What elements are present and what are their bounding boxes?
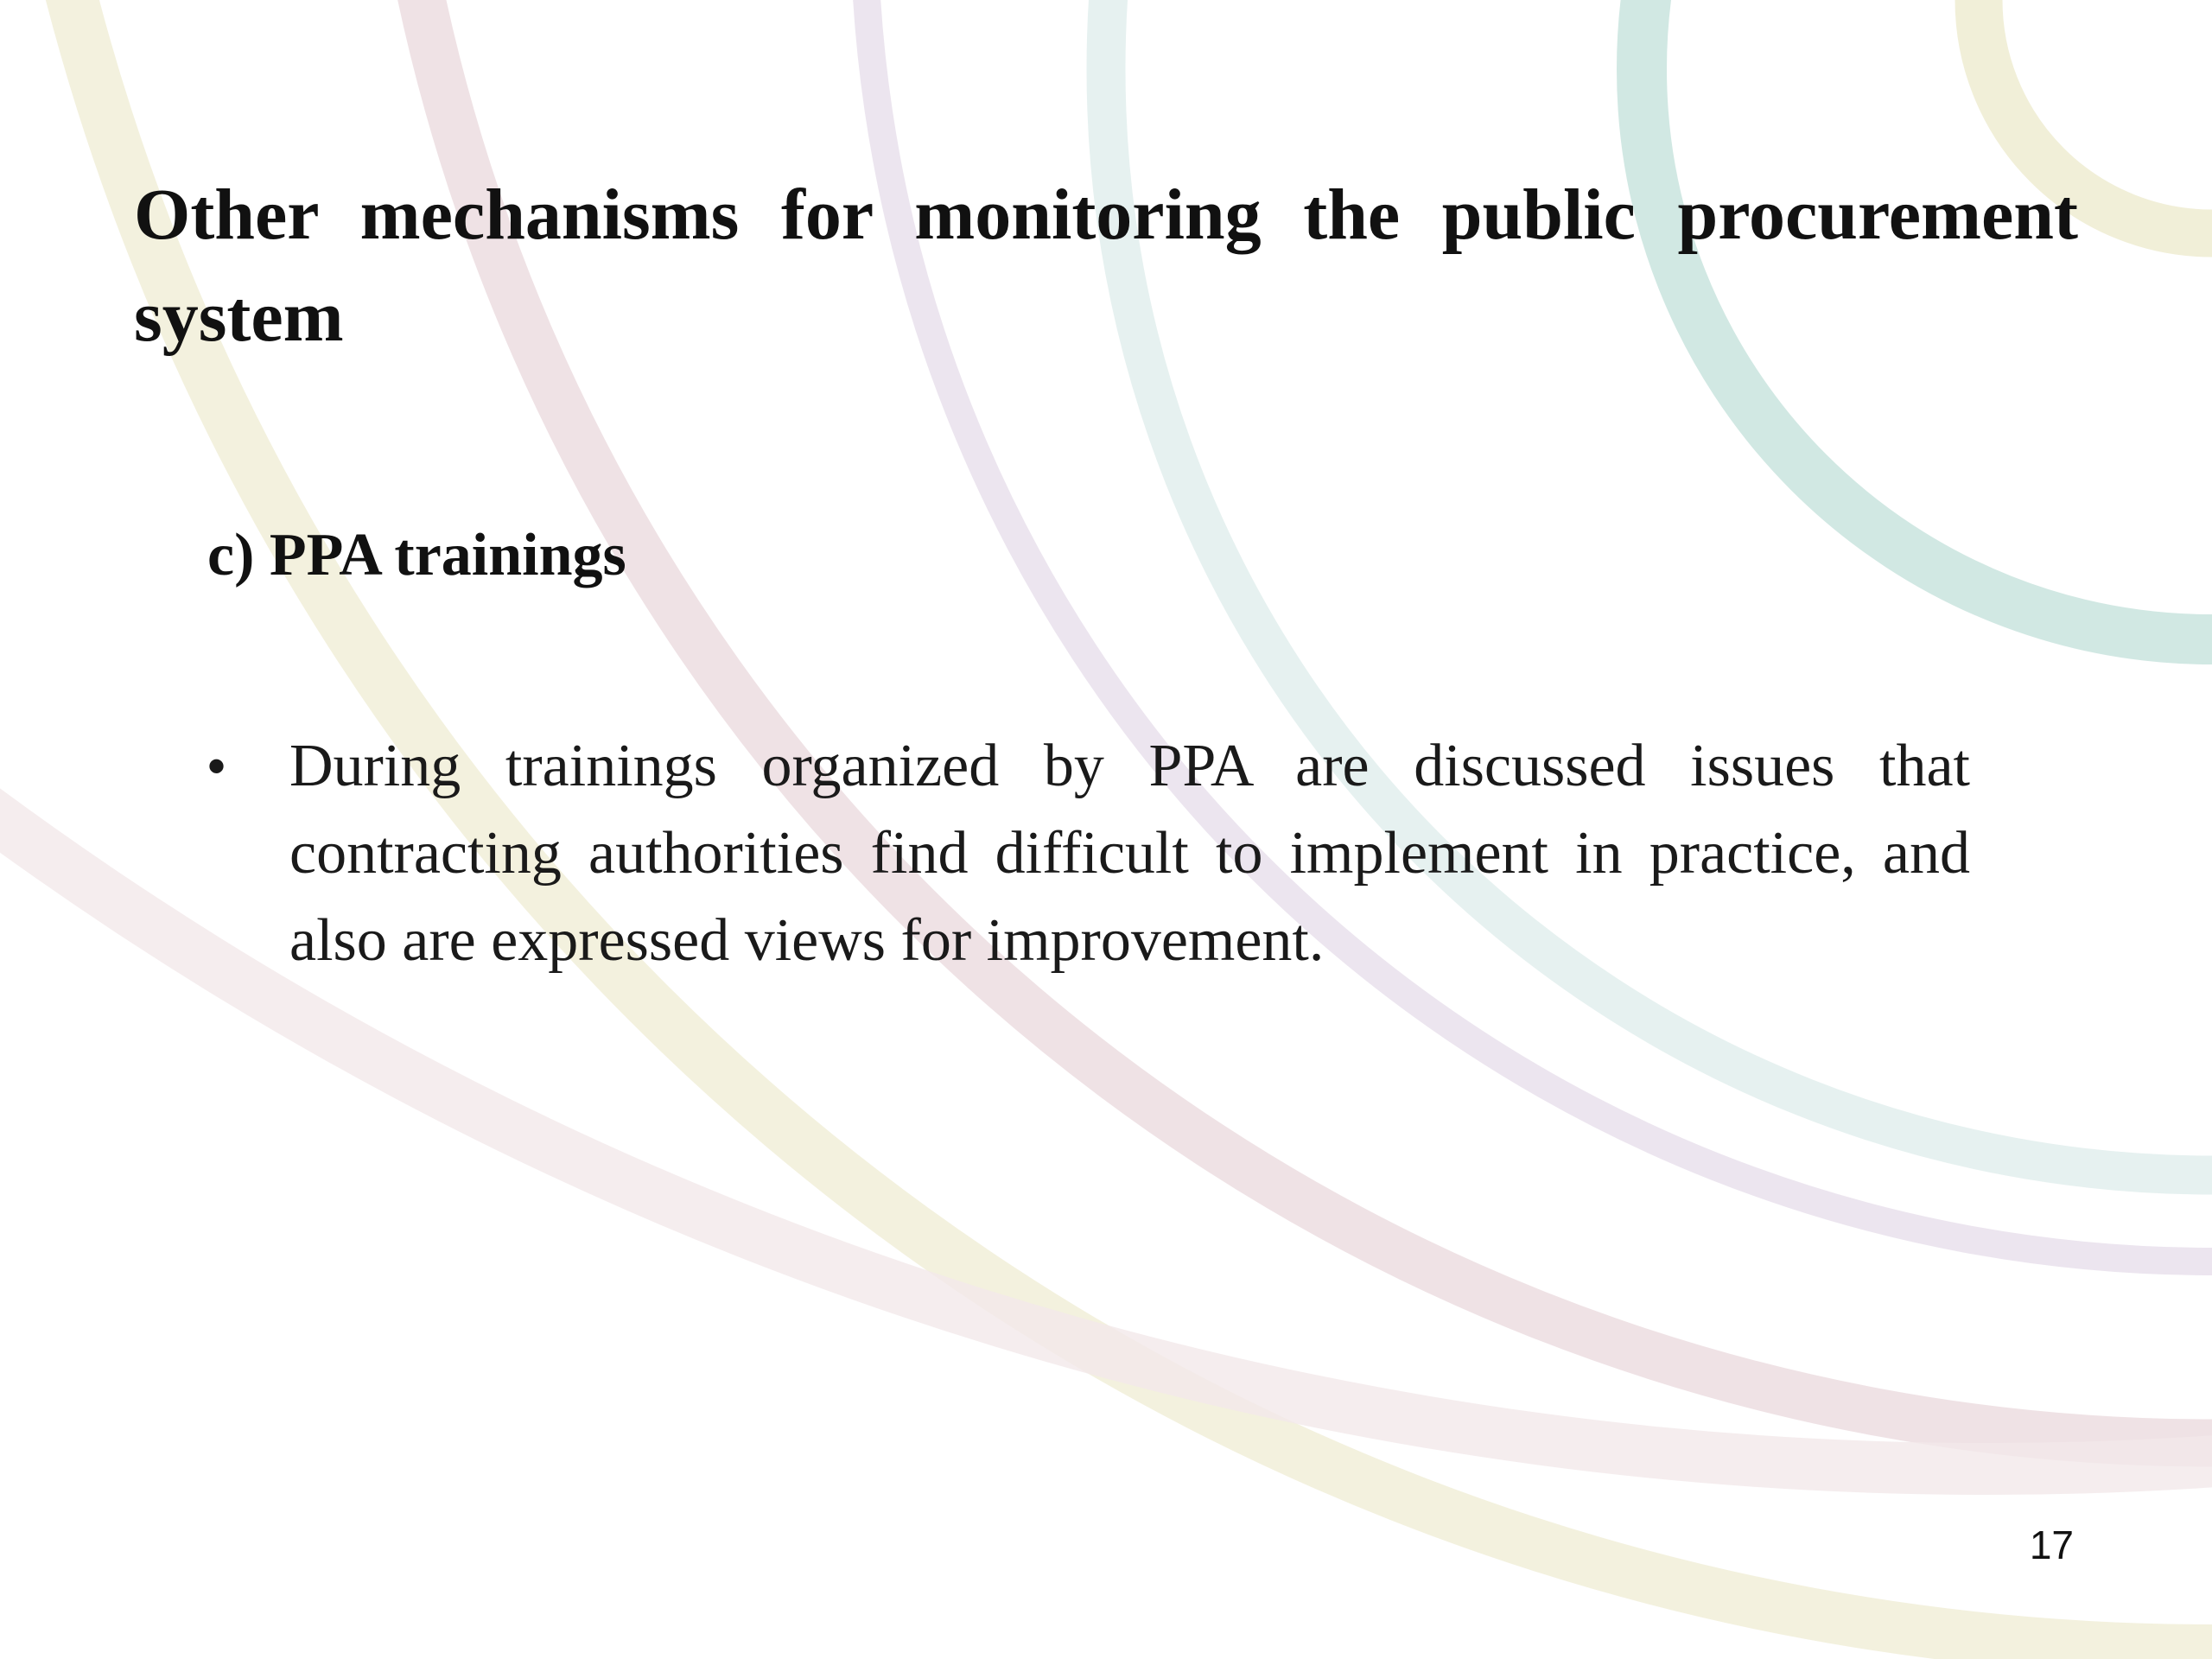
bullet-text: During trainings organized by PPA are discussed issues that contracting authorities find difficult to implement in practice, and also are expressed views for improvement. bbox=[289, 733, 1970, 974]
page-number: 17 bbox=[2029, 1522, 2074, 1567]
bullet-item bbox=[207, 722, 1970, 984]
section-heading: c) PPA trainings bbox=[207, 522, 626, 588]
bullet-marker: • bbox=[207, 737, 226, 795]
bullet-list bbox=[207, 722, 1970, 984]
slide-title: Other mechanisms for monitoring the public procurement system bbox=[134, 175, 2078, 357]
